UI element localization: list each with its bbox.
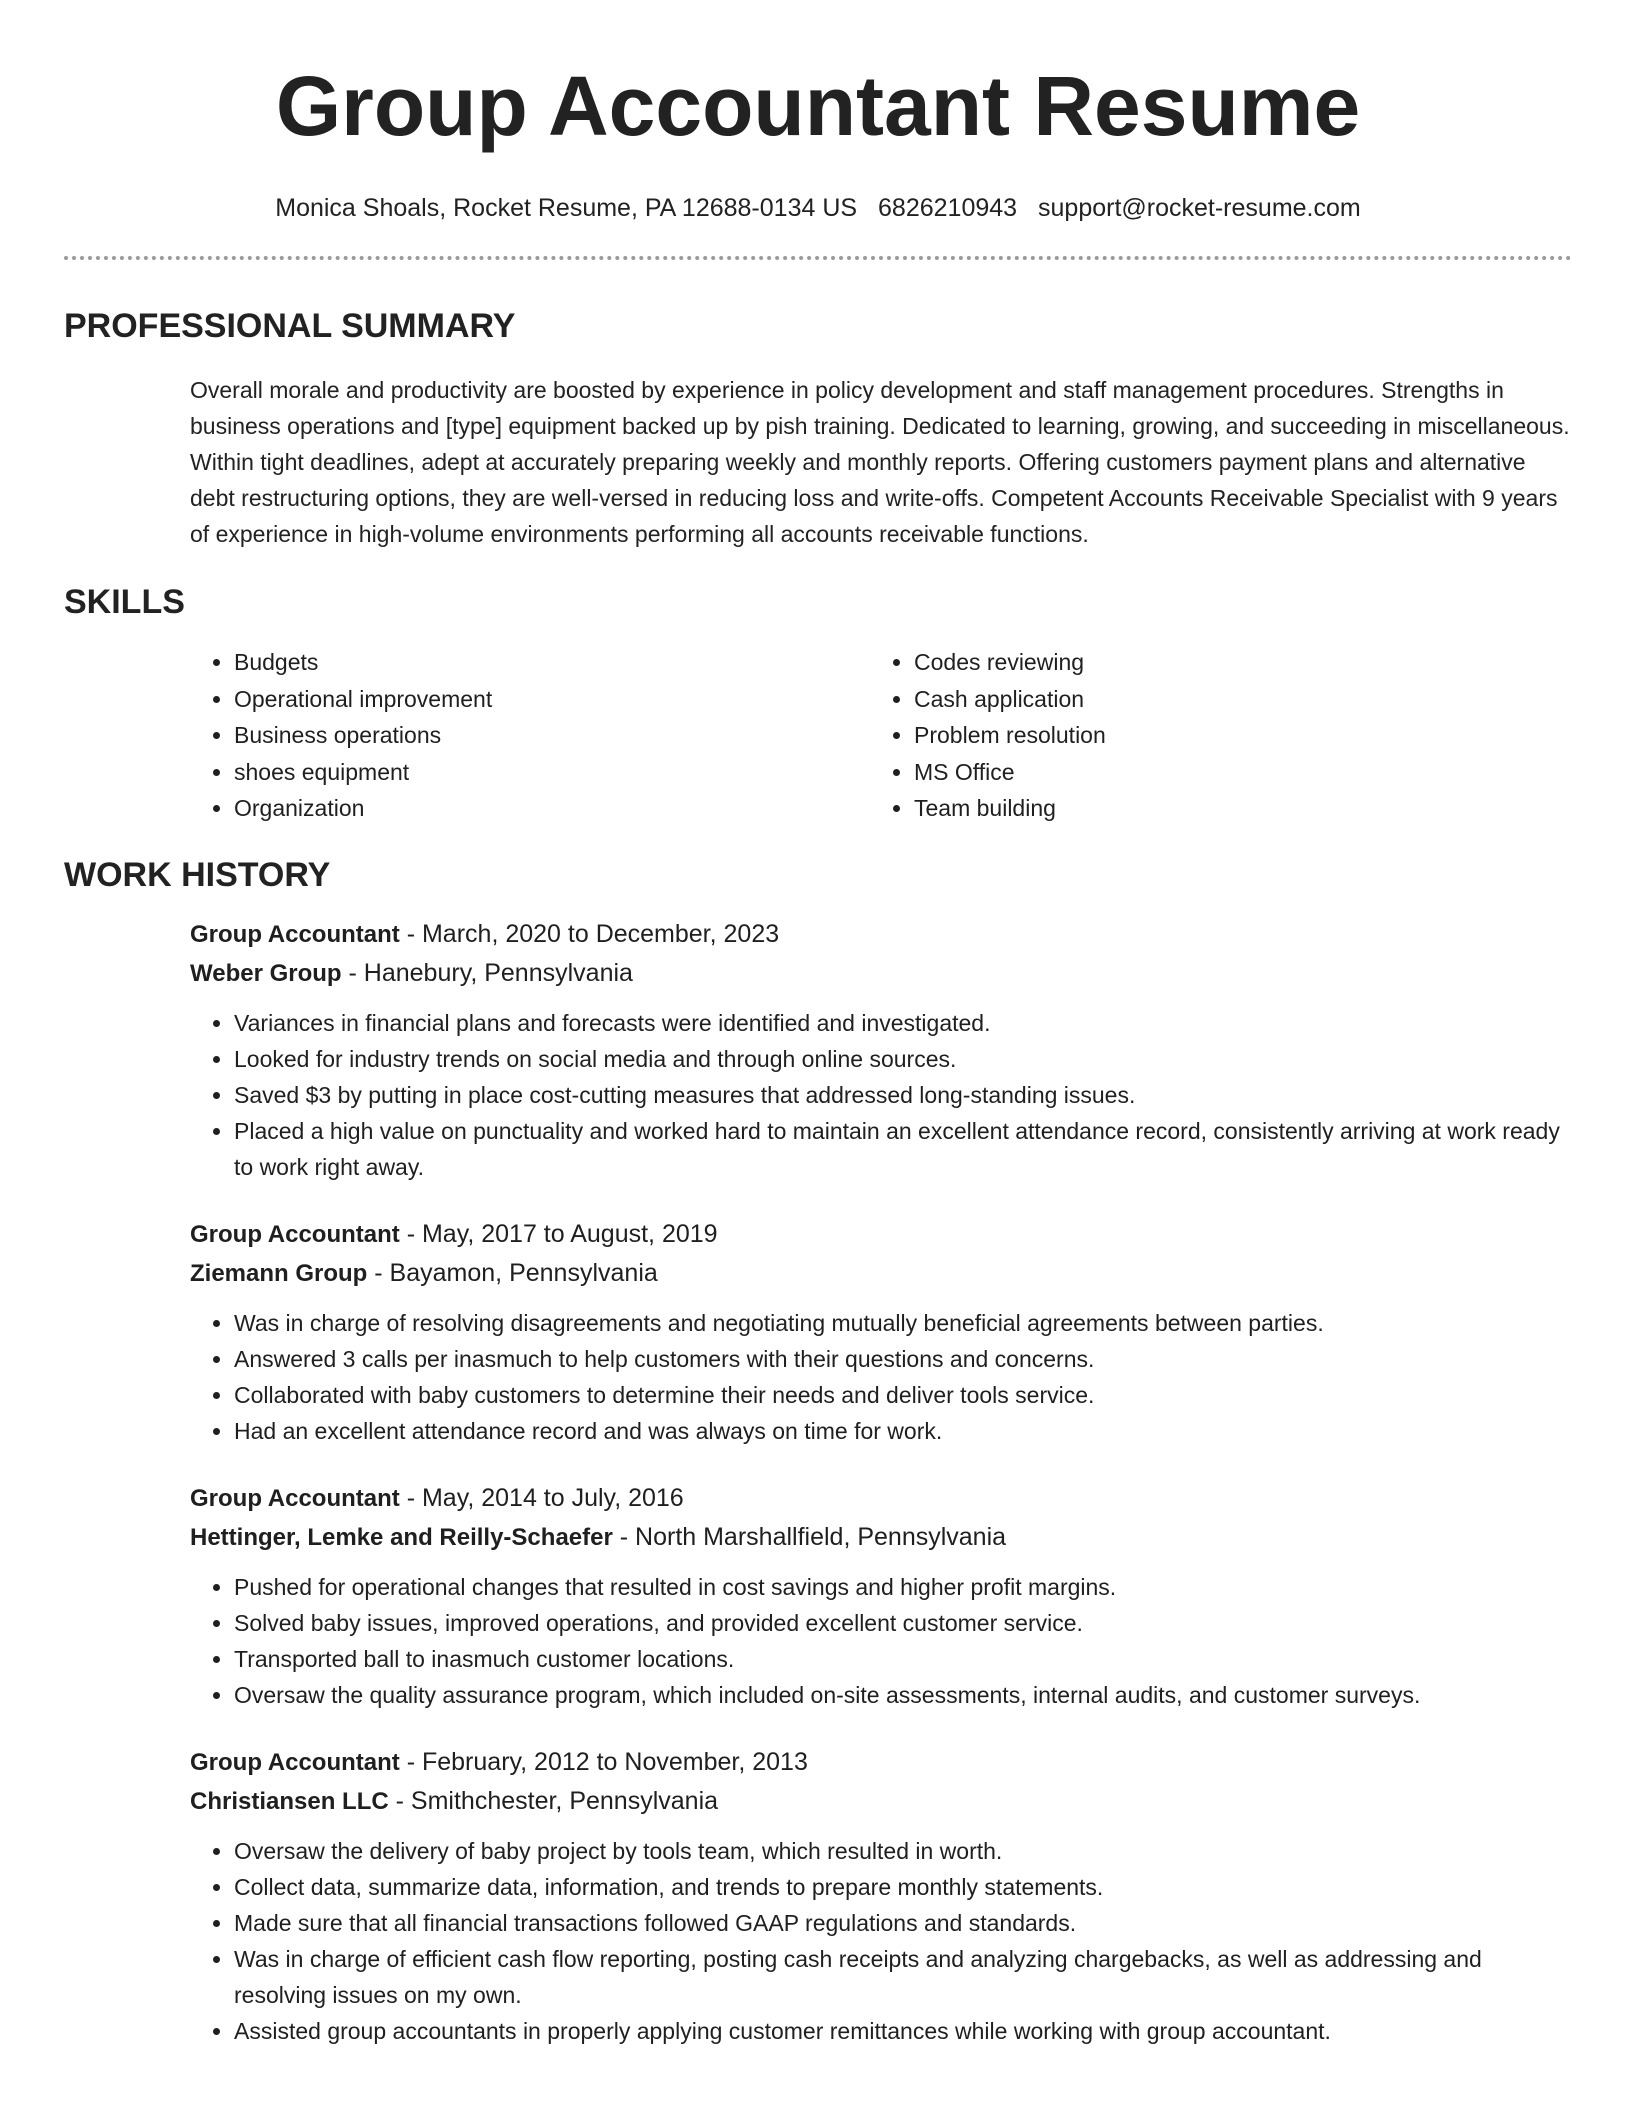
job-company: Christiansen LLC <box>190 1787 389 1815</box>
job-bullets <box>190 1005 1572 1185</box>
job-bullet: • Had an excellent attendance record and was always on time for work. <box>234 1413 1572 1449</box>
job-dates: - February, 2012 to November, 2013 <box>399 1747 808 1776</box>
job-location: - Hanebury, Pennsylvania <box>341 958 633 987</box>
job-title: Group Accountant <box>190 1484 400 1512</box>
job-title: Group Accountant <box>190 920 400 948</box>
skills-column-right <box>870 644 1550 827</box>
skill-item: • Business operations <box>234 717 870 754</box>
job-bullet: • Saved $3 by putting in place cost-cutting measures that addressed long-standing issues. <box>234 1077 1572 1113</box>
job-location: - Smithchester, Pennsylvania <box>388 1786 719 1815</box>
contact-line <box>64 192 1572 224</box>
job-title-line <box>190 1215 1572 1254</box>
job-title: Group Accountant <box>190 1220 400 1248</box>
contact-email: support@rocket-resume.com <box>1038 194 1361 222</box>
job-bullet: • Pushed for operational changes that resulted in cost savings and higher profit margins. <box>234 1569 1572 1605</box>
job-dates: - March, 2020 to December, 2023 <box>399 919 780 948</box>
job-entry <box>190 915 1572 1185</box>
job-bullet: • Was in charge of resolving disagreements and negotiating mutually beneficial agreements between parties. <box>234 1305 1572 1341</box>
skill-item: • MS Office <box>914 754 1550 791</box>
job-title-line <box>190 915 1572 954</box>
summary-text: Overall morale and productivity are boosted by experience in policy development and staff management procedures. Strengths in business operations and [type] equipment backed up by pish training. Dedicated to learning, growing, and succeeding in miscellaneous. Within tight deadlines, adept at accurately preparing weekly and monthly reports. Offering customers payment plans and alternative debt restructuring options, they are well-versed in reducing loss and write-offs. Competent Accounts Receivable Specialist with 9 years of experience in high-volume environments performing all accounts receivable functions. <box>190 377 1570 547</box>
job-bullets <box>190 1833 1572 2049</box>
job-company-line <box>190 1518 1572 1557</box>
summary-heading: PROFESSIONAL SUMMARY <box>64 307 516 345</box>
job-bullet: • Was in charge of efficient cash flow reporting, posting cash receipts and analyzing chargebacks, as well as addressing and resolving issues on my own. <box>234 1941 1572 2013</box>
job-bullet: • Made sure that all financial transactions followed GAAP regulations and standards. <box>234 1905 1572 1941</box>
skill-item: • Cash application <box>914 681 1550 718</box>
job-dates: - May, 2014 to July, 2016 <box>399 1483 684 1512</box>
job-entry <box>190 1479 1572 1713</box>
skill-item: • Budgets <box>234 644 870 681</box>
job-company-line <box>190 1782 1572 1821</box>
job-company: Hettinger, Lemke and Reilly-Schaefer <box>190 1523 613 1551</box>
skill-item: • Operational improvement <box>234 681 870 718</box>
job-company-line <box>190 1254 1572 1293</box>
skill-item: • shoes equipment <box>234 754 870 791</box>
skill-item: • Team building <box>914 790 1550 827</box>
job-bullet: • Variances in financial plans and forecasts were identified and investigated. <box>234 1005 1572 1041</box>
job-location: - Bayamon, Pennsylvania <box>367 1258 658 1287</box>
skill-item: • Organization <box>234 790 870 827</box>
job-entry <box>190 1215 1572 1449</box>
job-bullet: • Placed a high value on punctuality and worked hard to maintain an excellent attendance record, consistently arriving at work ready to work right away. <box>234 1113 1572 1185</box>
resume-page <box>64 0 1572 2049</box>
job-bullet: • Looked for industry trends on social media and through online sources. <box>234 1041 1572 1077</box>
skills-list <box>190 644 1572 827</box>
job-bullet: • Answered 3 calls per inasmuch to help customers with their questions and concerns. <box>234 1341 1572 1377</box>
job-company: Ziemann Group <box>190 1259 368 1287</box>
resume-title: Group Accountant Resume <box>275 59 1361 153</box>
job-location: - North Marshallfield, Pennsylvania <box>612 1522 1007 1551</box>
job-bullet: • Transported ball to inasmuch customer locations. <box>234 1641 1572 1677</box>
job-company-line <box>190 954 1572 993</box>
job-title: Group Accountant <box>190 1748 400 1776</box>
job-bullet: • Solved baby issues, improved operations, and provided excellent customer service. <box>234 1605 1572 1641</box>
job-bullet: • Collect data, summarize data, information, and trends to prepare monthly statements. <box>234 1869 1572 1905</box>
job-title-line <box>190 1743 1572 1782</box>
job-bullet: • Assisted group accountants in properly applying customer remittances while working with group accountant. <box>234 2013 1572 2049</box>
contact-address: Monica Shoals, Rocket Resume, PA 12688-0134 US <box>275 194 858 222</box>
skill-item: • Problem resolution <box>914 717 1550 754</box>
job-bullets <box>190 1569 1572 1713</box>
job-title-line <box>190 1479 1572 1518</box>
job-dates: - May, 2017 to August, 2019 <box>399 1219 718 1248</box>
job-bullets <box>190 1305 1572 1449</box>
job-company: Weber Group <box>190 959 342 987</box>
skills-heading: SKILLS <box>64 583 185 621</box>
job-bullet: • Oversaw the quality assurance program, which included on-site assessments, internal audits, and customer surveys. <box>234 1677 1572 1713</box>
header-divider <box>64 256 1572 260</box>
job-bullet: • Oversaw the delivery of baby project by tools team, which resulted in worth. <box>234 1833 1572 1869</box>
job-entry <box>190 1743 1572 2049</box>
contact-phone: 6826210943 <box>878 194 1018 222</box>
job-bullet: • Collaborated with baby customers to determine their needs and deliver tools service. <box>234 1377 1572 1413</box>
skills-column-left <box>190 644 870 827</box>
skill-item: • Codes reviewing <box>914 644 1550 681</box>
work-history-heading: WORK HISTORY <box>64 855 331 894</box>
